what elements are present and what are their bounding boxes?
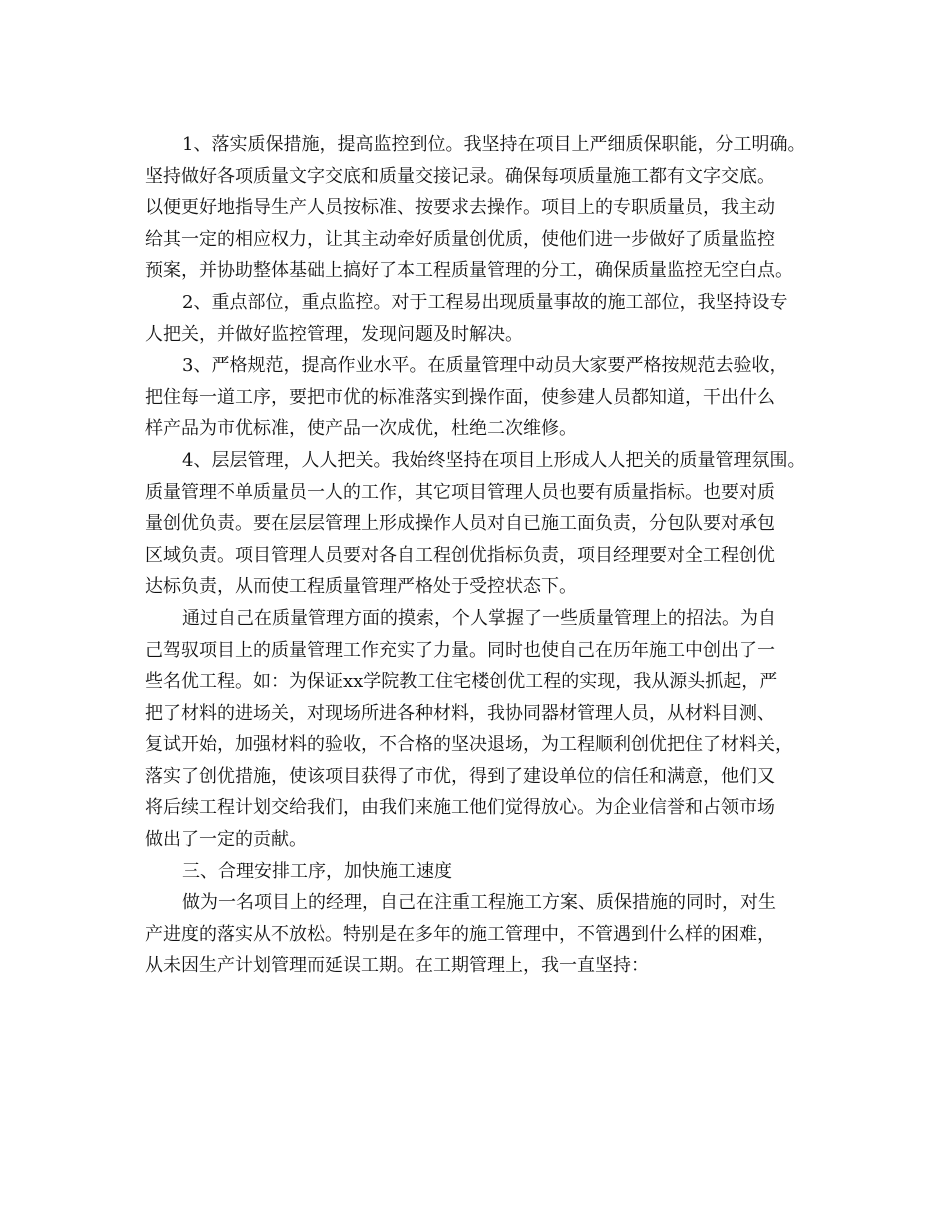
- paragraph-1-line-2: 坚持做好各项质量文字交底和质量交接记录。确保每项质量施工都有文字交底。: [145, 165, 775, 187]
- paragraph-5-line-3: 些名优工程。如：为保证xx学院教工住宅楼创优工程的实现，我从源头抓起，严: [145, 671, 778, 693]
- paragraph-1-line-4: 给其一定的相应权力，让其主动牵好质量创优质，使他们进一步做好了质量监控: [145, 228, 775, 250]
- section-heading-3: 三、合理安排工序，加快施工速度: [182, 860, 452, 882]
- paragraph-4-line-4: 区域负责。项目管理人员要对各自工程创优指标负责，项目经理要对全工程创优: [145, 544, 775, 566]
- paragraph-4-line-1: 4、层层管理，人人把关。我始终坚持在项目上形成人人把关的质量管理氛围。: [182, 449, 806, 471]
- paragraph-5-line-5: 复试开始，加强材料的验收，不合格的坚决退场，为工程顺利创优把住了材料关，: [145, 734, 793, 756]
- paragraph-1-line-1: 1、落实质保措施，提高监控到位。我坚持在项目上严细质保职能，分工明确。: [182, 134, 806, 155]
- paragraph-5-line-6: 落实了创优措施，使该项目获得了市优，得到了建设单位的信任和满意，他们又: [145, 765, 775, 787]
- paragraph-5-line-1: 通过自己在质量管理方面的摸索，个人掌握了一些质量管理上的招法。为自: [182, 607, 776, 629]
- paragraph-6-line-2: 产进度的落实从不放松。特别是在多年的施工管理中，不管遇到什么样的困难，: [145, 923, 775, 945]
- paragraph-4-line-2: 质量管理不单质量员一人的工作，其它项目管理人员也要有质量指标。也要对质: [145, 481, 775, 503]
- paragraph-3-line-2: 把住每一道工序，要把市优的标准落实到操作面，使参建人员都知道，干出什么: [145, 386, 775, 408]
- paragraph-4-line-5: 达标负责，从而使工程质量管理严格处于受控状态下。: [145, 576, 577, 598]
- paragraph-3-line-3: 样产品为市优标准，使产品一次成优，杜绝二次维修。: [145, 418, 577, 440]
- paragraph-5-line-4: 把了材料的进场关，对现场所进各种材料，我协同器材管理人员，从材料目测、: [145, 702, 775, 724]
- paragraph-2-line-1: 2、重点部位，重点监控。对于工程易出现质量事故的施工部位，我坚持设专: [182, 291, 788, 313]
- paragraph-1-line-3: 以便更好地指导生产人员按标准、按要求去操作。项目上的专职质量员，我主动: [145, 197, 775, 219]
- paragraph-5-line-2: 己驾驭项目上的质量管理工作充实了力量。同时也使自己在历年施工中创出了一: [145, 639, 775, 661]
- paragraph-6-line-3: 从未因生产计划管理而延误工期。在工期管理上，我一直坚持：: [145, 955, 649, 977]
- paragraph-5-line-7: 将后续工程计划交给我们，由我们来施工他们觉得放心。为企业信誉和占领市场: [145, 797, 775, 819]
- paragraph-4-line-3: 量创优负责。要在层层管理上形成操作人员对自已施工面负责，分包队要对承包: [145, 513, 775, 535]
- paragraph-1-line-5: 预案，并协助整体基础上搞好了本工程质量管理的分工，确保质量监控无空白点。: [145, 260, 793, 282]
- body-text: [145, 129, 835, 982]
- paragraph-6-line-1: 做为一名项目上的经理，自己在注重工程施工方案、质保措施的同时，对生: [182, 892, 776, 914]
- paragraph-2-line-2: 人把关，并做好监控管理，发现问题及时解决。: [145, 323, 523, 345]
- paragraph-3-line-1: 3、严格规范，提高作业水平。在质量管理中动员大家要严格按规范去验收，: [182, 355, 788, 377]
- paragraph-5-line-8: 做出了一定的贡献。: [145, 829, 307, 851]
